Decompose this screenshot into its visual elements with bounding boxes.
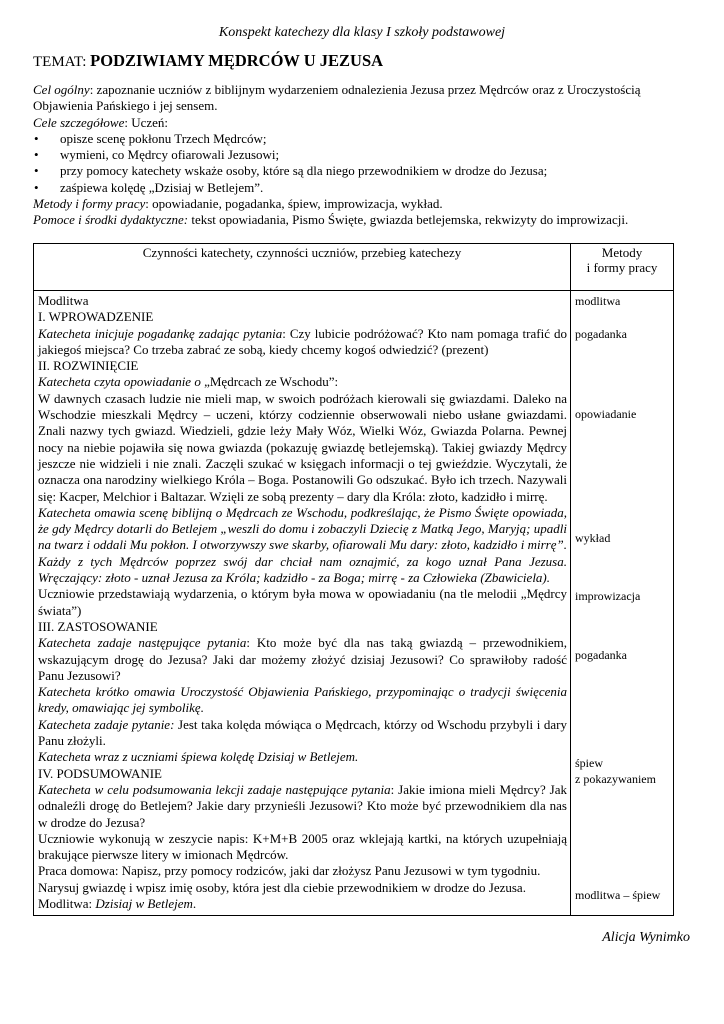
detailed-goals-list [33, 131, 693, 196]
notebook-task: Uczniowie wykonują w zeszycie napis: K+M+B 2005 oraz wklejają kartki, na których uzupełniają brakujące pierwsze litery w imionach Mędrców. [38, 830, 567, 863]
col-header-activities: Czynności katechety, czynności uczniów, przebieg katechezy [34, 244, 571, 291]
topic-line [33, 53, 383, 70]
homework-text: Praca domowa: Napisz, przy pomocy rodziców, jaki dar złożysz Panu Jezusowi w tym tygodniu. Narysuj gwiazdę i wpisz imię osoby, która jest dla ciebie przewodnikiem w drodze do Jezusa. [38, 863, 541, 895]
method-label: pogadanka [575, 327, 627, 341]
method-label: modlitwa – śpiew [575, 888, 661, 902]
feast-text: Katecheta krótko omawia Uroczystość Objawienia Pańskiego, przypominając o tradycji święcenia kredy, omawiając jej symbolikę. [38, 684, 567, 716]
list-item: • opisze scenę pokłonu Trzech Mędrców; [33, 131, 693, 147]
section-heading-application: III. ZASTOSOWANIE [38, 618, 158, 634]
lecture-text: Katecheta omawia scenę biblijną o Mędrcach ze Wschodu, podkreślając, że Pismo Święte opowiada, że gdy Mędrcy dotarli do Betlejem „weszli do domu i zobaczyli Dziecię z Matką Jego, Maryją; upadli na twarz i oddali Mu pokłon. I otworzywszy swe skarby, ofiarowali Mu dary: złoto, kadzidło i mirrę”. Każdy z tych Mędrców poprzez swój dar chciał nam oznajmić, za kogo uznał Pana Jezusa. Wręczający: złoto - uznał Jezusa za Króla; kadzidło - za Boga; mirrę - za Człowieka (Zbawiciela). [38, 504, 567, 586]
aids-line: Pomoce i środki dydaktyczne: tekst opowiadania, Pismo Święte, gwiazda betlejemska, rekwizyty do improwizacji. [33, 212, 629, 228]
section-heading-intro: I. WPROWADZENIE [38, 309, 154, 325]
method-label: opowiadanie [575, 407, 637, 421]
method-label: improwizacja [575, 589, 641, 603]
topic-label: TEMAT: [33, 54, 87, 70]
lesson-table [33, 243, 674, 916]
methods-cell [571, 291, 674, 916]
closing-prayer: Modlitwa: Dzisiaj w Betlejem. [38, 895, 197, 911]
carol-singing: Katecheta wraz z uczniami śpiewa kolędę Dzisiaj w Betlejem. [38, 749, 359, 765]
summary-questions: Katecheta w celu podsumowania lekcji zadaje następujące pytania: Jakie imiona mieli Mędrcy? Jak odnaleźli drogę do Betlejem? Jakie dary przynieśli Jezusowi? Kto może być przewodnikiem dla nas w drodze do Jezusa? [38, 781, 567, 830]
method-label: modlitwa [575, 294, 621, 308]
author-signature: Alicja Wynimko [602, 930, 690, 945]
lesson-body-cell [34, 291, 571, 916]
col-header-methods: Metody i formy pracy [571, 244, 674, 291]
method-label: śpiew [575, 756, 603, 770]
list-item: • wymieni, co Mędrcy ofiarowali Jezusowi; [33, 147, 693, 163]
improvisation-text: Uczniowie przedstawiają wydarzenia, o którym była mowa w opowiadaniu (na tle melodii „Mędrcy świata”) [38, 586, 567, 618]
opening-prayer: Modlitwa [38, 293, 89, 308]
topic-title: PODZIWIAMY MĘDRCÓW U JEZUSA [90, 51, 384, 70]
list-item: • zaśpiewa kolędę „Dzisiaj w Betlejem”. [33, 180, 693, 196]
method-label: wykład [575, 531, 611, 545]
detailed-goals-label: Cele szczegółowe: Uczeń: [33, 114, 169, 130]
document-header: Konspekt katechezy dla klasy I szkoły podstawowej [218, 25, 506, 40]
story-intro: Katecheta czyta opowiadanie o „Mędrcach ze Wschodu”: [38, 374, 339, 390]
table-row [34, 291, 674, 916]
general-goal: Cel ogólny: zapoznanie uczniów z biblijnym wydarzeniem odnalezienia Jezusa przez Mędrców oraz z Uroczystością Objawienia Pańskiego i jej sensem. [33, 82, 641, 114]
application-questions: Katecheta zadaje następujące pytania: Kto może być dla nas taką gwiazdą – przewodnikiem, wskazującym drogę do Jezusa? Jaki dar możemy złożyć dzisiaj Jezusowi? Co sprawiłoby radość Panu Jezusowi? [38, 635, 567, 683]
method-label: z pokazywaniem [575, 772, 656, 786]
goals-section [33, 82, 693, 229]
table-header-row [34, 244, 674, 291]
list-item: • przy pomocy katechety wskaże osoby, które są dla niego przewodnikiem w drodze do Jezusa; [33, 163, 693, 179]
section-heading-summary: IV. PODSUMOWANIE [38, 765, 162, 781]
carol-question: Katecheta zadaje pytanie: Jest taka kolęda mówiąca o Mędrcach, którzy od Wschodu przybyli i dary Panu złożyli. [38, 716, 567, 749]
method-label: pogadanka [575, 648, 627, 662]
intro-questions: Katecheta inicjuje pogadankę zadając pytania: Czy lubicie podróżować? Kto nam pomaga trafić do jakiegoś miejsca? Co trzeba zabrać ze sobą, kiedy chcemy kogoś odwiedzić? (prezent) [38, 325, 567, 357]
story-text: W dawnych czasach ludzie nie mieli map, w swoich podróżach kierowali się gwiazdami. Daleko na Wschodzie mieszkali Mędrcy – uczeni, którzy codziennie obserwowali niebo usłane gwiazdami. Znali nazwy tych gwiazd. Wiedzieli, gdzie leży Mały Wóz, Wielki Wóz, Gwiazda Polarna. Pewnej nocy na niebie pojawiła się nowa gwiazda (pokazuję gwiazdę betlejemską). Takiej gwiazdy Mędrcy jeszcze nie widzieli i nie znali. Zaczęli szukać w księgach informacji o tej gwieździe. Wyczytali, że oznacza ona narodziny wielkiego Króla – Boga. Postanowili Go odszukać. Było ich trzech. Nazywali się: Kacper, Melchior i Baltazar. Wzięli ze sobą prezenty – dary dla Króla: złoto, kadzidło i mirrę. [38, 390, 567, 504]
section-heading-development: II. ROZWINIĘCIE [38, 358, 139, 374]
methods-line: Metody i formy pracy: opowiadanie, pogadanka, śpiew, improwizacja, wykład. [33, 196, 443, 212]
